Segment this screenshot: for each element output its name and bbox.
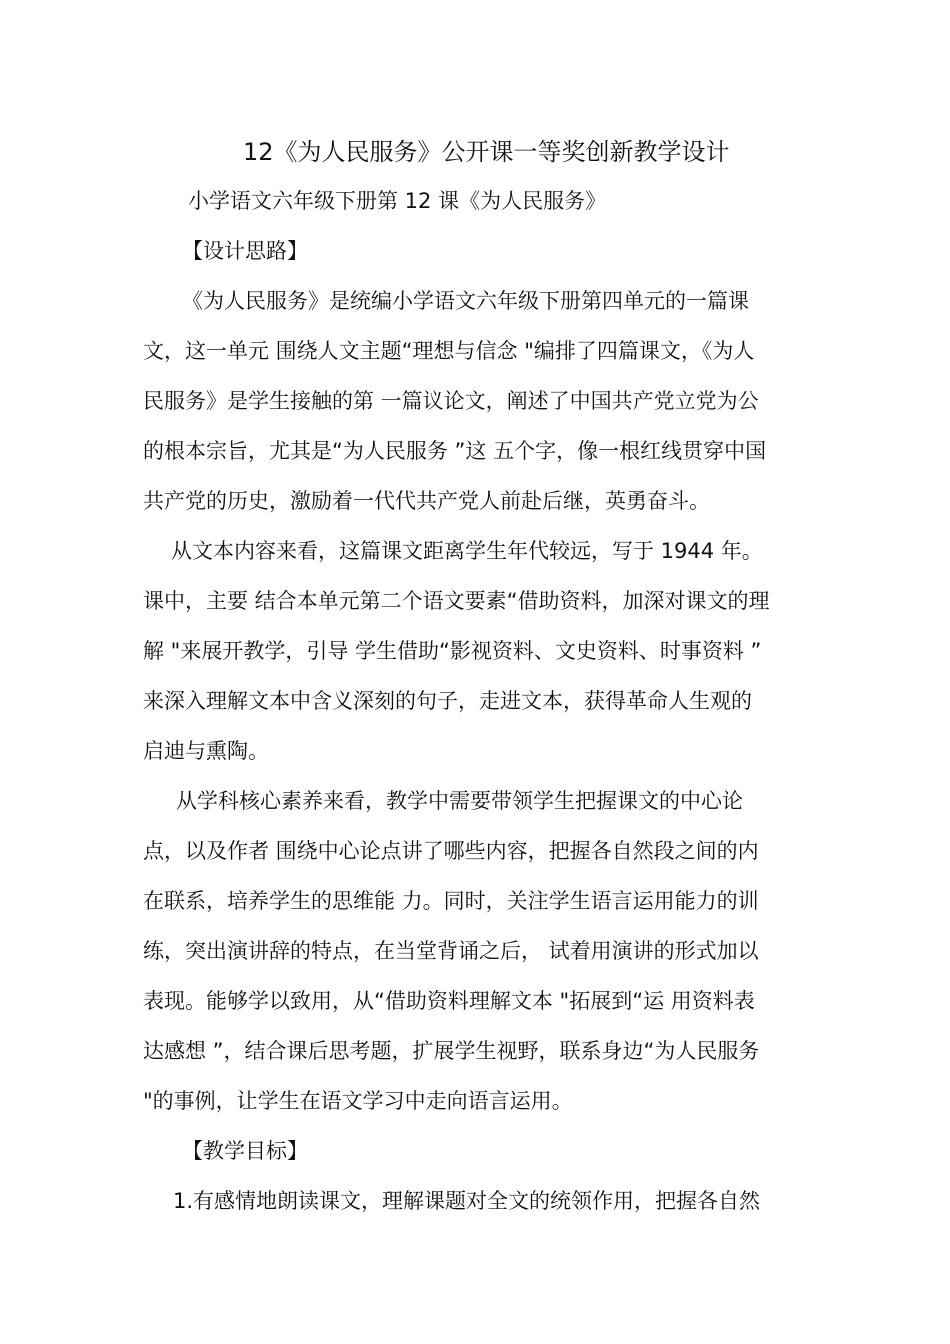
paragraph-line: 从学科核心素养来看，教学中需要带领学生把握课文的中心论 bbox=[176, 789, 743, 813]
paragraph-line: 课中，主要 结合本单元第二个语文要素“借助资料，加深对课文的理 bbox=[143, 589, 770, 613]
document-title: 12《为人民服务》公开课一等奖创新教学设计 bbox=[243, 138, 730, 166]
paragraph-line: 练，突出演讲辞的特点，在当堂背诵之后， 试着用演讲的形式加以 bbox=[143, 939, 759, 963]
paragraph-line: 《为人民服务》是统编小学语文六年级下册第四单元的一篇课 bbox=[182, 289, 749, 313]
section-heading-goals: 【教学目标】 bbox=[182, 1139, 308, 1163]
paragraph-line: 民服务》是学生接触的第 一篇议论文，阐述了中国共产党立党为公 bbox=[143, 389, 759, 413]
paragraph-line: 达感想 ”，结合课后思考题，扩展学生视野，联系身边“为人民服务 bbox=[143, 1039, 760, 1063]
paragraph-line: 的根本宗旨，尤其是“为人民服务 ”这 五个字，像一根红线贯穿中国 bbox=[143, 439, 767, 463]
paragraph-line: 文，这一单元 围绕人文主题“理想与信念 "编排了四篇课文，《为人 bbox=[143, 339, 755, 363]
paragraph-line: 点，以及作者 围绕中心论点讲了哪些内容，把握各自然段之间的内 bbox=[143, 839, 759, 863]
paragraph-line: "的事例，让学生在语文学习中走向语言运用。 bbox=[143, 1089, 573, 1113]
section-heading-design: 【设计思路】 bbox=[182, 239, 308, 263]
paragraph-line: 在联系，培养学生的思维能 力。同时，关注学生语言运用能力的训 bbox=[143, 889, 759, 913]
paragraph-line: 共产党的历史，激励着一代代共产党人前赴后继，英勇奋斗。 bbox=[143, 489, 710, 513]
paragraph-line: 启迪与熏陶。 bbox=[143, 739, 269, 763]
paragraph-line: 来深入理解文本中含义深刻的句子，走进文本，获得革命人生观的 bbox=[143, 689, 752, 713]
paragraph-line: 解 "来展开教学，引导 学生借助“影视资料、文史资料、时事资料 ” bbox=[143, 639, 762, 663]
document-subtitle: 小学语文六年级下册第 12 课《为人民服务》 bbox=[188, 189, 607, 213]
paragraph-line: 1.有感情地朗读课文，理解课题对全文的统领作用，把握各自然 bbox=[173, 1189, 761, 1213]
paragraph-line: 表现。能够学以致用，从“借助资料理解文本 "拓展到“运 用资料表 bbox=[143, 989, 755, 1013]
paragraph-line: 从文本内容来看，这篇课文距离学生年代较远，写于 1944 年。 bbox=[171, 539, 763, 563]
